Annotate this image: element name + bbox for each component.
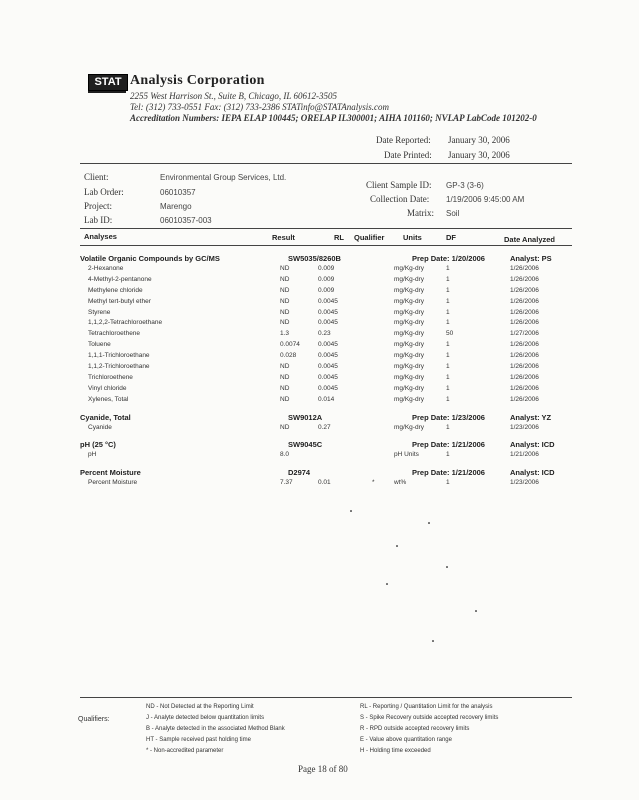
section-analyst: Analyst: ICD — [510, 468, 555, 478]
cell-result: ND — [280, 264, 290, 272]
cell-df: 1 — [446, 264, 450, 272]
client-sample-id: GP-3 (3-6) — [446, 181, 484, 190]
cell-units: mg/Kg-dry — [394, 363, 424, 370]
date-reported-label: Date Reported: — [376, 135, 431, 145]
cell-analyte: Methyl tert-butyl ether — [88, 297, 151, 305]
col-date-analyzed: Date Analyzed — [504, 235, 555, 244]
col-units: Units — [403, 233, 422, 242]
section-title: Cyanide, Total — [80, 412, 131, 422]
cell-rl: 0.0045 — [318, 373, 338, 381]
section-title: Percent Moisture — [80, 468, 141, 478]
cell-analyte: Percent Moisture — [88, 479, 138, 487]
cell-analyte: Trichloroethene — [88, 373, 133, 381]
cell-rl: 0.0045 — [318, 363, 338, 370]
cell-units: mg/Kg-dry — [394, 384, 424, 392]
cell-analyte: Xylenes, Total — [88, 395, 129, 403]
cell-rl: 0.0045 — [318, 319, 338, 327]
col-rl: RL — [334, 233, 344, 242]
cell-rl: 0.014 — [318, 395, 335, 403]
scan-speck — [432, 640, 434, 642]
cell-units: mg/Kg-dry — [394, 423, 424, 431]
matrix-label: Matrix: — [407, 208, 434, 218]
section-method: SW5035/8260B — [288, 254, 341, 263]
cell-result: ND — [280, 297, 290, 305]
section-prep-date: Prep Date: 1/23/2006 — [412, 412, 485, 422]
cell-result: ND — [280, 319, 290, 327]
lab-id-label: Lab ID: — [84, 215, 113, 225]
cell-qualifier: * — [372, 479, 375, 487]
cell-result: 1.3 — [280, 330, 290, 338]
cell-date-analyzed: 1/23/2006 — [510, 423, 539, 431]
cell-analyte: Cyanide — [88, 423, 112, 431]
cell-date-analyzed: 1/27/2006 — [510, 330, 539, 338]
cell-units: pH Units — [394, 451, 419, 459]
cell-df: 1 — [446, 352, 450, 360]
cell-analyte: 4-Methyl-2-pentanone — [88, 275, 152, 283]
client-name: Environmental Group Services, Ltd. — [160, 173, 287, 182]
cell-units: mg/Kg-dry — [394, 373, 424, 381]
cell-analyte: pH — [88, 451, 97, 459]
cell-analyte: 1,1,2-Trichloroethane — [88, 363, 150, 370]
scan-speck — [475, 610, 477, 612]
col-qualifier: Qualifier — [354, 233, 385, 242]
scan-speck — [396, 545, 398, 547]
section-analyst: Analyst: YZ — [510, 412, 552, 422]
cell-rl: 0.009 — [318, 286, 335, 294]
cell-df: 1 — [446, 275, 450, 283]
cell-date-analyzed: 1/21/2006 — [510, 451, 539, 459]
section-method: D2974 — [288, 468, 311, 478]
cell-result: 0.028 — [280, 352, 297, 360]
cell-result: ND — [280, 384, 290, 392]
section-analyst: Analyst: PS — [510, 254, 552, 263]
scan-speck — [350, 510, 352, 512]
cell-date-analyzed: 1/26/2006 — [510, 373, 539, 381]
cell-rl: 0.0045 — [318, 341, 338, 349]
cell-rl: 0.0045 — [318, 308, 338, 316]
section-method: SW9012A — [288, 412, 323, 422]
cell-units: mg/Kg-dry — [394, 319, 424, 327]
section-method: SW9045C — [288, 440, 323, 450]
col-analyses: Analyses — [84, 232, 117, 241]
cell-analyte: 2-Hexanone — [88, 264, 124, 272]
project: Marengo — [160, 202, 192, 211]
section-prep-date: Prep Date: 1/21/2006 — [412, 468, 485, 478]
qualifier-star: * - Non-accredited parameter — [146, 748, 224, 754]
cell-rl: 0.009 — [318, 275, 335, 283]
qualifier-ht: HT - Sample received past holding time — [146, 737, 251, 743]
logo-underline — [88, 91, 126, 93]
cell-date-analyzed: 1/23/2006 — [510, 479, 539, 487]
cell-analyte: Toluene — [88, 341, 111, 349]
cell-df: 1 — [446, 308, 450, 316]
cell-df: 1 — [446, 341, 450, 349]
cell-date-analyzed: 1/26/2006 — [510, 275, 539, 283]
divider-footer — [80, 697, 572, 698]
cell-date-analyzed: 1/26/2006 — [510, 319, 539, 327]
client-sample-id-label: Client Sample ID: — [366, 180, 432, 190]
company-logo: STAT — [88, 74, 128, 91]
cell-df: 1 — [446, 373, 450, 381]
cell-units: mg/Kg-dry — [394, 308, 424, 316]
scan-speck — [446, 566, 448, 568]
company-name: Analysis Corporation — [130, 73, 265, 88]
cell-df: 1 — [446, 384, 450, 392]
cell-units: mg/Kg-dry — [394, 352, 424, 360]
section-analyst: Analyst: ICD — [510, 440, 555, 450]
section-prep-date: Prep Date: 1/20/2006 — [412, 254, 485, 263]
col-result: Result — [272, 233, 295, 242]
collection-date: 1/19/2006 9:45:00 AM — [446, 195, 525, 204]
page-number: Page 18 of 80 — [298, 764, 348, 774]
cell-units: mg/Kg-dry — [394, 330, 424, 338]
cell-analyte: Methylene chloride — [88, 286, 143, 294]
lab-order: 06010357 — [160, 188, 196, 197]
company-contact: Tel: (312) 733-0551 Fax: (312) 733-2386 STATinfo@STATAnalysis.com — [130, 102, 390, 112]
cell-df: 1 — [446, 286, 450, 294]
qualifier-h: H - Holding time exceeded — [360, 748, 431, 754]
cell-df: 1 — [446, 451, 450, 459]
cell-date-analyzed: 1/26/2006 — [510, 286, 539, 294]
divider-columns-bottom — [80, 245, 572, 246]
cell-result: ND — [280, 363, 290, 370]
qualifier-rl: RL - Reporting / Quantitation Limit for the analysis — [360, 704, 493, 710]
date-printed: January 30, 2006 — [448, 150, 510, 160]
date-printed-label: Date Printed: — [384, 150, 432, 160]
cell-df: 1 — [446, 319, 450, 327]
cell-analyte: Tetrachloroethene — [88, 330, 141, 338]
col-df: DF — [446, 233, 456, 242]
scan-speck — [386, 583, 388, 585]
client-label: Client: — [84, 172, 109, 182]
cell-result: 0.0074 — [280, 341, 300, 349]
qualifier-b: B - Analyte detected in the associated Method Blank — [146, 726, 285, 732]
cell-units: mg/Kg-dry — [394, 286, 424, 294]
cell-analyte: 1,1,1-Trichloroethane — [88, 352, 150, 360]
cell-date-analyzed: 1/26/2006 — [510, 352, 539, 360]
scan-speck — [428, 522, 430, 524]
cell-df: 1 — [446, 395, 450, 403]
cell-rl: 0.0045 — [318, 352, 338, 360]
date-reported: January 30, 2006 — [448, 135, 510, 145]
qualifier-nd: ND - Not Detected at the Reporting Limit — [146, 704, 254, 710]
lab-order-label: Lab Order: — [84, 187, 124, 197]
cell-rl: 0.009 — [318, 264, 335, 272]
cell-df: 1 — [446, 363, 450, 370]
qualifier-j: J - Analyte detected below quantitation limits — [146, 715, 265, 721]
cell-units: mg/Kg-dry — [394, 341, 424, 349]
cell-date-analyzed: 1/26/2006 — [510, 341, 539, 349]
matrix: Soil — [446, 209, 460, 218]
cell-units: mg/Kg-dry — [394, 264, 424, 272]
cell-rl: 0.01 — [318, 479, 331, 487]
cell-df: 50 — [446, 330, 454, 338]
cell-date-analyzed: 1/26/2006 — [510, 297, 539, 305]
company-address: 2255 West Harrison St., Suite B, Chicago, IL 60612-3505 — [130, 91, 338, 101]
accreditation-numbers: Accreditation Numbers: IEPA ELAP 100445; ORELAP IL300001; AIHA 101160; NVLAP LabCode 101202-0 — [130, 113, 537, 123]
cell-df: 1 — [446, 479, 450, 487]
cell-units: mg/Kg-dry — [394, 297, 424, 305]
qualifier-r: R - RPD outside accepted recovery limits — [360, 726, 470, 732]
qualifier-e: E - Value above quantitation range — [360, 737, 452, 743]
cell-result: ND — [280, 395, 290, 403]
cell-units: mg/Kg-dry — [394, 395, 424, 403]
cell-df: 1 — [446, 297, 450, 305]
cell-rl: 0.0045 — [318, 297, 338, 305]
cell-units: mg/Kg-dry — [394, 275, 424, 283]
section-title: Volatile Organic Compounds by GC/MS — [80, 254, 220, 263]
cell-result: ND — [280, 308, 290, 316]
cell-result: 8.0 — [280, 451, 290, 459]
cell-date-analyzed: 1/26/2006 — [510, 395, 539, 403]
cell-df: 1 — [446, 423, 450, 431]
cell-analyte: Vinyl chloride — [88, 384, 127, 392]
qualifiers-label: Qualifiers: — [78, 716, 110, 723]
cell-result: 7.37 — [280, 479, 293, 487]
section-title: pH (25 °C) — [80, 440, 116, 450]
divider-top — [80, 163, 572, 164]
cell-date-analyzed: 1/26/2006 — [510, 308, 539, 316]
cell-date-analyzed: 1/26/2006 — [510, 363, 539, 370]
cell-result: ND — [280, 373, 290, 381]
cell-date-analyzed: 1/26/2006 — [510, 264, 539, 272]
cell-result: ND — [280, 286, 290, 294]
cell-units: wt% — [394, 479, 407, 487]
cell-result: ND — [280, 423, 290, 431]
cell-rl: 0.27 — [318, 423, 331, 431]
project-label: Project: — [84, 201, 112, 211]
lab-id: 06010357-003 — [160, 216, 212, 225]
cell-analyte: 1,1,2,2-Tetrachloroethane — [88, 319, 163, 327]
section-prep-date: Prep Date: 1/21/2006 — [412, 440, 485, 450]
divider-columns-top — [80, 228, 572, 229]
cell-result: ND — [280, 275, 290, 283]
cell-analyte: Styrene — [88, 308, 111, 316]
cell-rl: 0.23 — [318, 330, 331, 338]
qualifier-s: S - Spike Recovery outside accepted recovery limits — [360, 715, 499, 721]
collection-date-label: Collection Date: — [370, 194, 430, 204]
cell-rl: 0.0045 — [318, 384, 338, 392]
cell-date-analyzed: 1/26/2006 — [510, 384, 539, 392]
